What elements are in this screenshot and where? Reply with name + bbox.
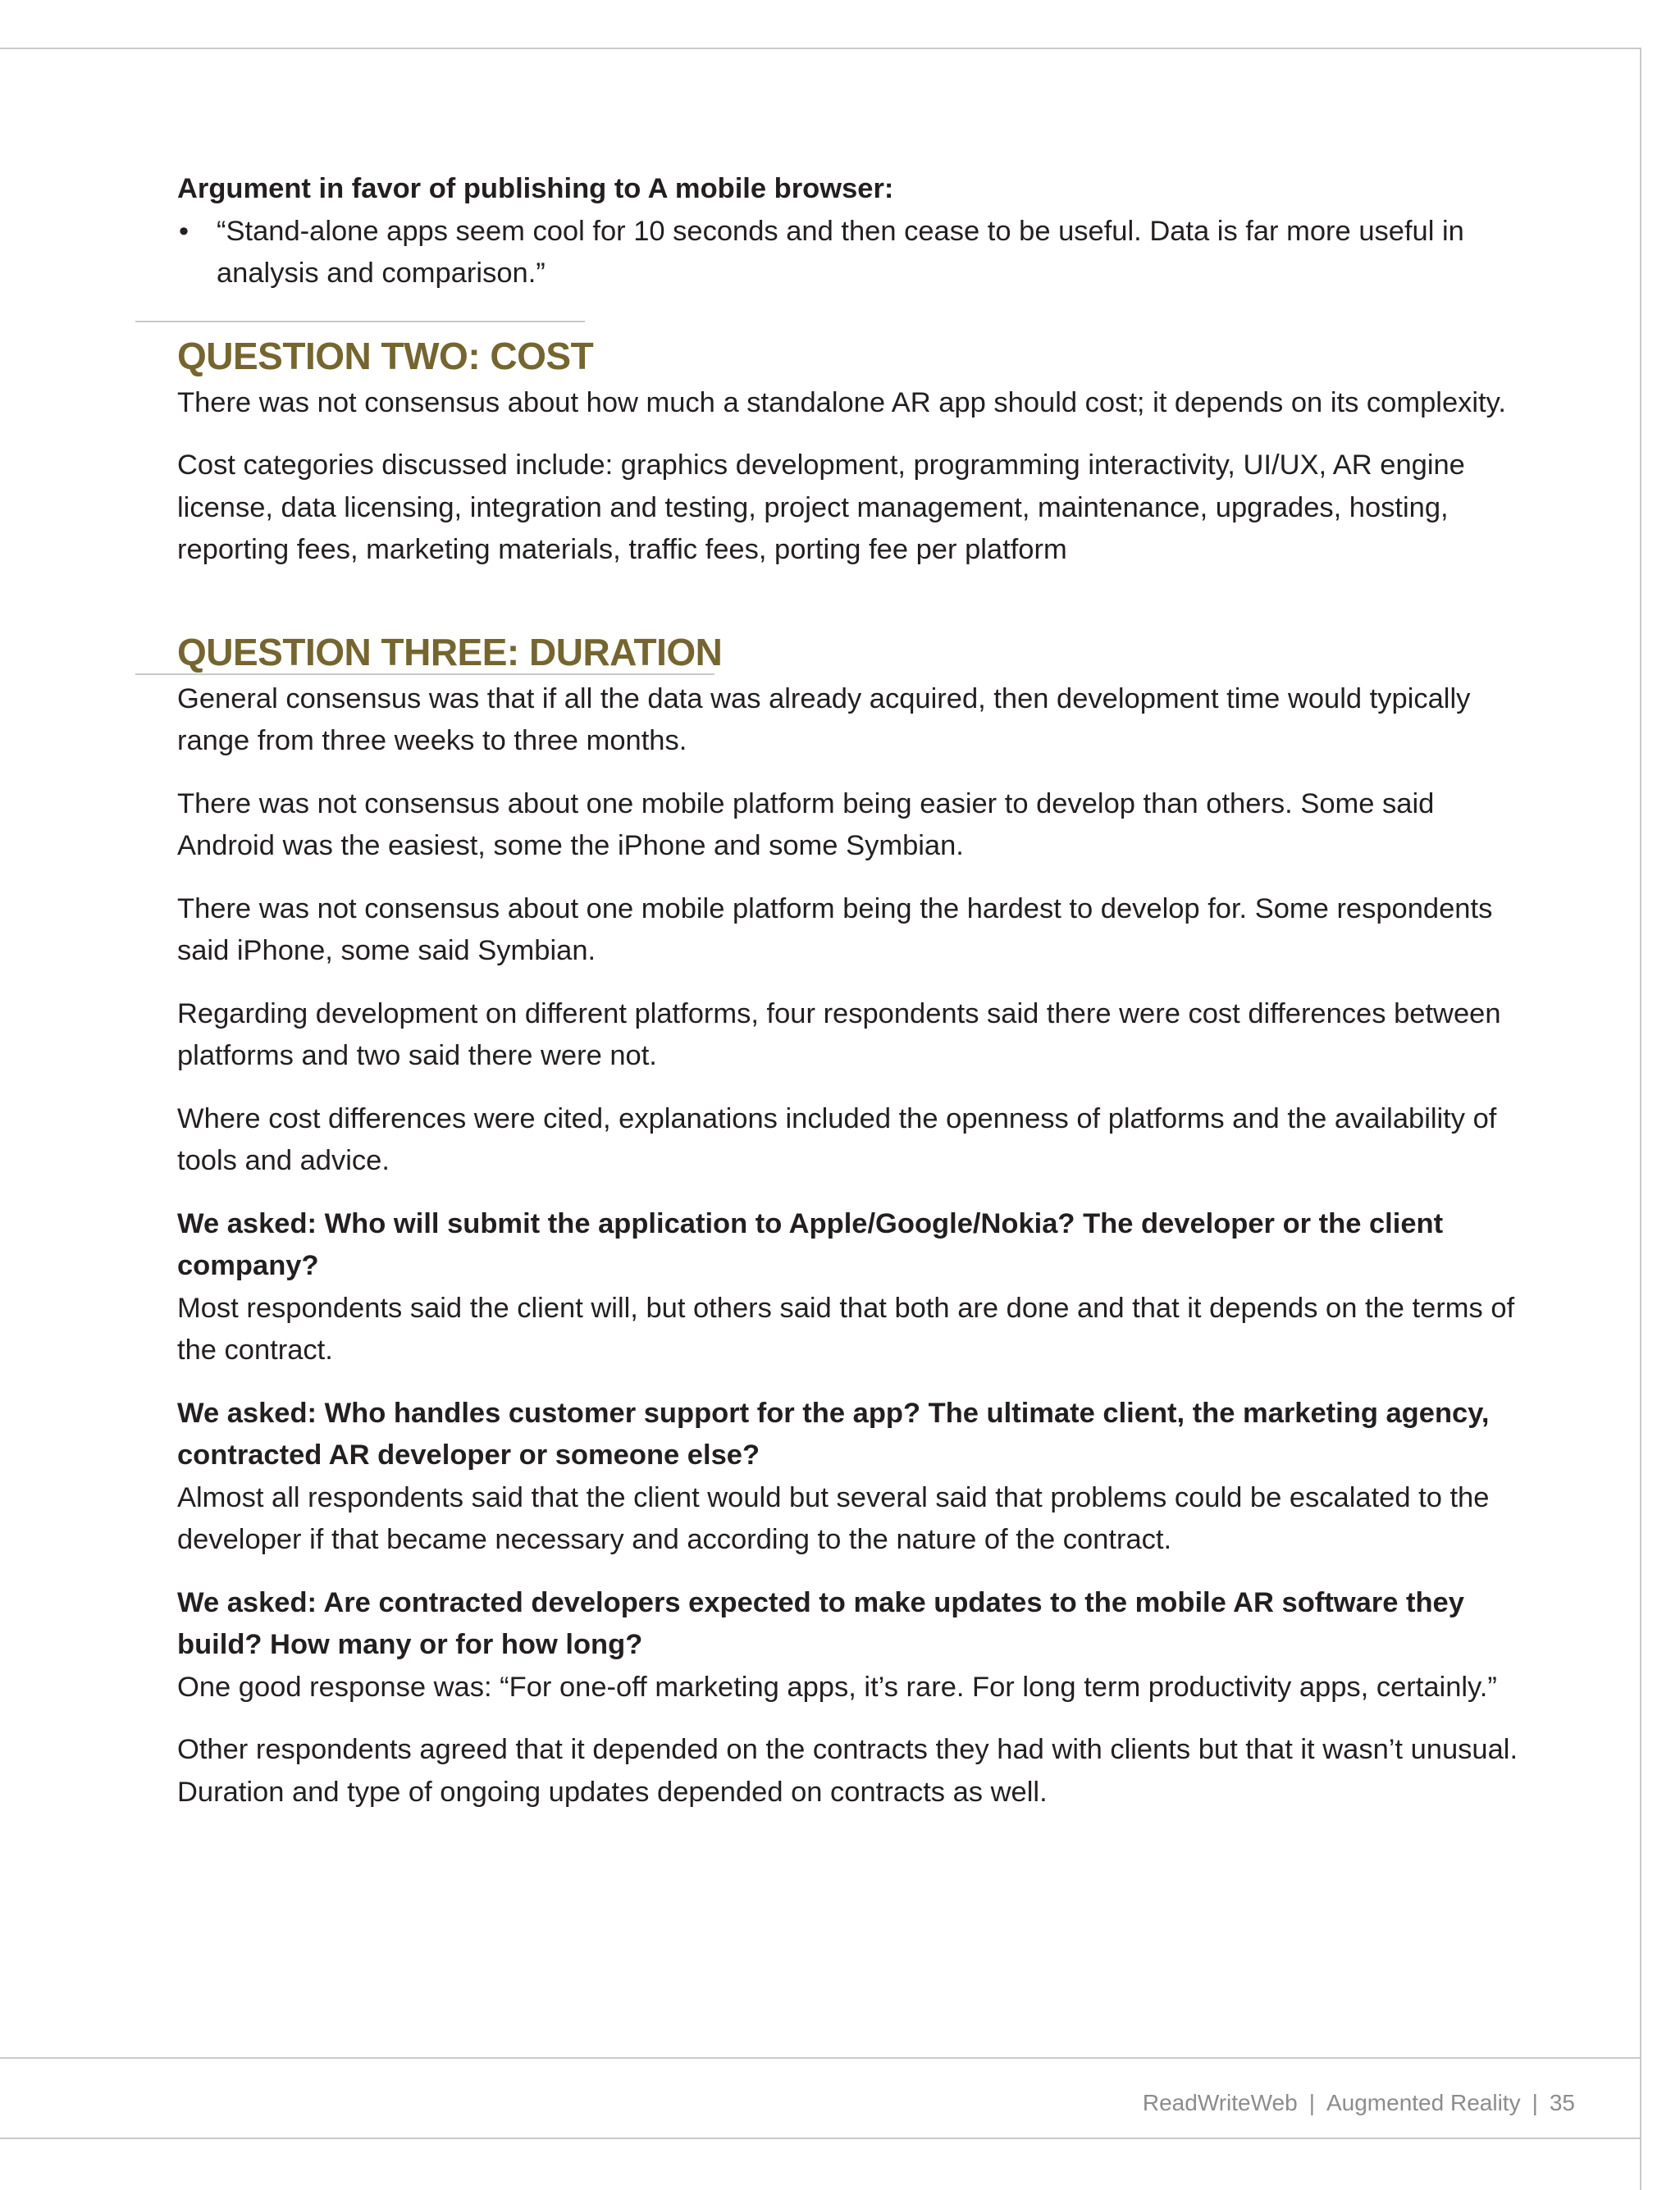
qa-answer-submit: Most respondents said the client will, but others said that both are done and that it depends on the terms of the contract.	[177, 1292, 1515, 1366]
footer-separator-2: |	[1532, 2090, 1538, 2115]
duration-paragraph-1: General consensus was that if all the data was already acquired, then development time would typically range from three weeks to three months.	[177, 682, 1471, 756]
page-footer	[1143, 2090, 1575, 2116]
argument-quote: “Stand-alone apps seem cool for 10 seconds and then cease to be useful. Data is far more useful in analysis and comparison.”	[217, 215, 1464, 289]
qa-question-updates: We asked: Are contracted developers expected to make updates to the mobile AR software they build? How many or for how long?	[177, 1586, 1464, 1660]
footer-divider	[0, 2057, 1641, 2059]
argument-lead: Argument in favor of publishing to A mobile browser:	[177, 173, 894, 204]
page-frame-top	[0, 48, 1641, 49]
qa-answer-support: Almost all respondents said that the client would but several said that problems could be escalated to the developer if that became necessary and according to the nature of the contract.	[177, 1481, 1490, 1555]
footer-report-title: Augmented Reality	[1326, 2090, 1521, 2115]
heading-question-two: QUESTION TWO: COST	[177, 334, 594, 377]
qa-answer-updates: One good response was: “For one-off marketing apps, it’s rare. For long term productivity apps, certainly.”	[177, 1671, 1497, 1703]
duration-paragraph-3: There was not consensus about one mobile platform being the hardest to develop for. Some respondents said iPhone, some said Symbian.	[177, 892, 1493, 966]
footer-publisher: ReadWriteWeb	[1142, 2090, 1298, 2115]
closing-paragraph: Other respondents agreed that it depended on the contracts they had with clients but that it wasn’t unusual. Duration and type of ongoing updates depended on contracts as well.	[177, 1734, 1518, 1808]
qa-block-support	[177, 1393, 1531, 1562]
cost-paragraph-1: There was not consensus about how much a standalone AR app should cost; it depends on its complexity.	[177, 386, 1506, 418]
cost-paragraph-2: Cost categories discussed include: graphics development, programming interactivity, UI/UX, AR engine license, data licensing, integration and testing, project management, maintenance, upgrades, hosting, reporting fees, marketing materials, traffic fees, porting fee per platform	[177, 449, 1465, 565]
duration-paragraph-4: Regarding development on different platforms, four respondents said there were cost differences between platforms and two said there were not.	[177, 997, 1501, 1071]
page-frame-bottom	[0, 2138, 1641, 2139]
qa-block-submit	[177, 1203, 1531, 1372]
qa-block-updates	[177, 1582, 1531, 1709]
qa-question-support: We asked: Who handles customer support for the app? The ultimate client, the marketing agency, contracted AR developer or someone else?	[177, 1397, 1490, 1471]
page-content	[177, 168, 1531, 1834]
footer-separator: |	[1308, 2090, 1315, 2115]
heading-question-three: QUESTION THREE: DURATION	[177, 630, 723, 673]
footer-page-number: 35	[1549, 2090, 1575, 2115]
duration-paragraph-5: Where cost differences were cited, explanations included the openness of platforms and the availability of tools and advice.	[177, 1102, 1497, 1176]
page-frame-right	[1640, 48, 1641, 2190]
duration-paragraph-2: There was not consensus about one mobile platform being easier to develop than others. Some said Android was the easiest, some the iPhone and some Symbian.	[177, 787, 1435, 861]
argument-bullet	[177, 211, 1531, 295]
bullet-icon: •	[179, 215, 189, 247]
qa-question-submit: We asked: Who will submit the application to Apple/Google/Nokia? The developer or the client company?	[177, 1207, 1444, 1281]
